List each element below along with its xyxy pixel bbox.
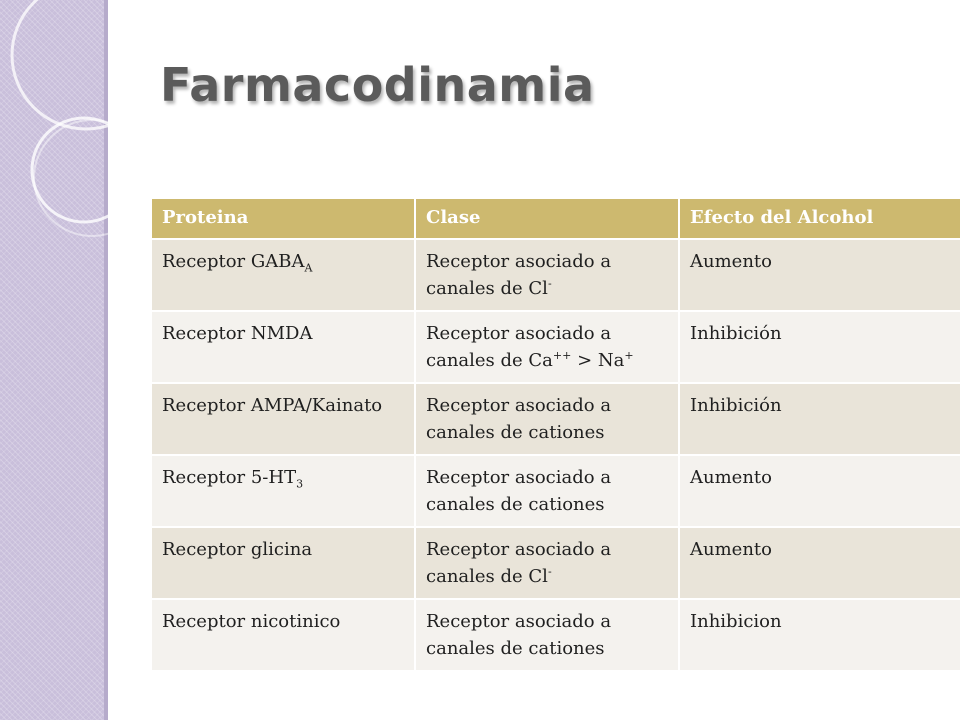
class-line-2: canales de cationes: [426, 494, 605, 515]
table-row: [151, 527, 960, 599]
class-cell: [415, 455, 679, 527]
class-line-1: Receptor asociado a: [426, 539, 612, 560]
protein-cell: [151, 455, 415, 527]
table-header-row: [151, 198, 960, 239]
protein-subscript: 3: [296, 477, 304, 491]
class-line-2: canales de cationes: [426, 422, 605, 443]
column-header-protein: Proteina: [151, 198, 415, 239]
effect-cell: Inhibición: [679, 383, 960, 455]
class-superscript: -: [547, 565, 552, 578]
protein-cell: [151, 311, 415, 383]
protein-cell: [151, 599, 415, 671]
table-row: [151, 455, 960, 527]
class-extra-superscript: +: [624, 349, 634, 362]
class-line-1: Receptor asociado a: [426, 395, 612, 416]
pharmacodynamics-table: [150, 197, 960, 672]
effect-cell: Aumento: [679, 455, 960, 527]
class-line-2: canales de Cl: [426, 278, 548, 299]
protein-name: Receptor GABA: [162, 251, 305, 272]
protein-name: Receptor NMDA: [162, 323, 313, 344]
effect-cell: Aumento: [679, 527, 960, 599]
protein-name: Receptor 5-HT: [162, 467, 297, 488]
table-row: [151, 383, 960, 455]
class-cell: [415, 527, 679, 599]
protein-cell: [151, 383, 415, 455]
class-superscript: -: [547, 277, 552, 290]
column-header-effect: Efecto del Alcohol: [679, 198, 960, 239]
class-line-2: canales de Ca: [426, 350, 553, 371]
effect-cell: Inhibición: [679, 311, 960, 383]
class-line-2: canales de cationes: [426, 638, 605, 659]
protein-name: Receptor AMPA/Kainato: [162, 395, 383, 416]
protein-name: Receptor glicina: [162, 539, 313, 560]
column-header-class: Clase: [415, 198, 679, 239]
class-cell: [415, 383, 679, 455]
protein-subscript: A: [304, 261, 313, 275]
class-cell: [415, 599, 679, 671]
class-cell: [415, 239, 679, 311]
table-row: [151, 599, 960, 671]
table-row: [151, 239, 960, 311]
slide-title: Farmacodinamia: [160, 58, 595, 112]
class-line-1: Receptor asociado a: [426, 251, 612, 272]
effect-cell: Aumento: [679, 239, 960, 311]
decorative-circles: [0, 0, 160, 300]
class-line-1: Receptor asociado a: [426, 467, 612, 488]
class-superscript: ++: [552, 349, 572, 362]
protein-cell: [151, 239, 415, 311]
class-line-1: Receptor asociado a: [426, 323, 612, 344]
protein-cell: [151, 527, 415, 599]
table-row: [151, 311, 960, 383]
class-cell: [415, 311, 679, 383]
class-extra: > Na: [571, 350, 625, 371]
class-line-2: canales de Cl: [426, 566, 548, 587]
effect-cell: Inhibicion: [679, 599, 960, 671]
class-line-1: Receptor asociado a: [426, 611, 612, 632]
protein-name: Receptor nicotinico: [162, 611, 341, 632]
